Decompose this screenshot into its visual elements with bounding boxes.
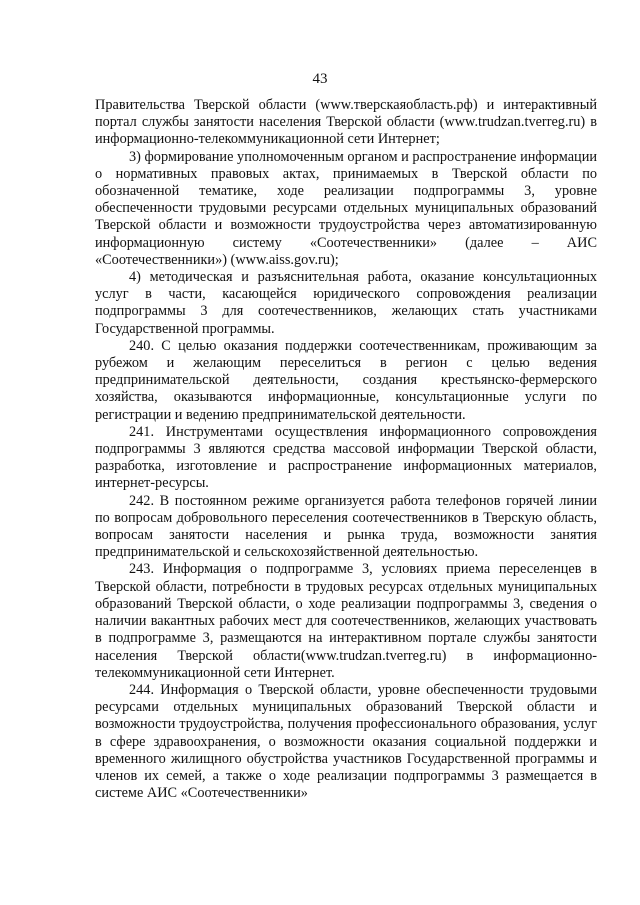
- paragraph-244: 244. Информация о Тверской области, уровне обеспеченности трудовыми ресурсами отдельных муниципальных образований Тверской области и возможности трудоустройства, получения профессионального образования, услуг в сфере здравоохранения, о возможности оказания социальной поддержки и временного жилищного обустройства участников Государственной программы и членов их семей, а также о ходе реализации подпрограммы 3 размещается в системе АИС «Соотечественники»: [95, 681, 597, 802]
- paragraph-item-3: 3) формирование уполномоченным органом и распространение информации о нормативных правовых актах, принимаемых в Тверской области по обозначенной тематике, ходе реализации подпрограммы 3, уровне обеспеченности трудовыми ресурсами отдельных муниципальных образований Тверской области и возможности трудоустройства через автоматизированную информационную систему «Соотечественники» (далее – АИС «Соотечественники») (www.aiss.gov.ru);: [95, 148, 597, 268]
- paragraph-item-4: 4) методическая и разъяснительная работа, оказание консультационных услуг в части, касающейся юридического сопровождения реализации подпрограммы 3 для соотечественников, желающих стать участниками Государственной программы.: [95, 269, 597, 337]
- paragraph-241: 241. Инструментами осуществления информационного сопровождения подпрограммы 3 являются средства массовой информации Тверской области, разработка, изготовление и распространение информационных материалов, интернет-ресурсы.: [95, 423, 597, 492]
- paragraph-continuation: Правительства Тверской области (www.тверскаяобласть.рф) и интерактивный портал службы занятости населения Тверской области (www.trudzan.tverreg.ru) в информационно-телекоммуникационной сети Интернет;: [95, 97, 597, 148]
- page-number: 43: [312, 71, 328, 87]
- paragraph-240: 240. С целью оказания поддержки соотечественникам, проживающим за рубежом и желающим переселиться в регион с целью ведения предпринимательской деятельности, создания крестьянско-фермерского хозяйства, оказываются информационные, консультационные услуги по регистрации и ведению предпринимательской деятельности.: [95, 337, 597, 423]
- document-body: [95, 97, 597, 802]
- paragraph-242: 242. В постоянном режиме организуется работа телефонов горячей линии по вопросам добровольного переселения соотечественников в Тверскую область, вопросам занятости населения и рынка труда, возможности занятия предпринимательской и сельскохозяйственной деятельностью.: [95, 492, 597, 561]
- paragraph-243: 243. Информация о подпрограмме 3, условиях приема переселенцев в Тверской области, потребности в трудовых ресурсах отдельных муниципальных образований Тверской области, о ходе реализации подпрограммы 3, сведения о наличии вакантных рабочих мест для соотечественников, желающих участвовать в подпрограмме 3, размещаются на интерактивном портале службы занятости населения Тверской области(www.trudzan.tverreg.ru) в информационно-телекоммуникационной сети Интернет.: [95, 561, 597, 681]
